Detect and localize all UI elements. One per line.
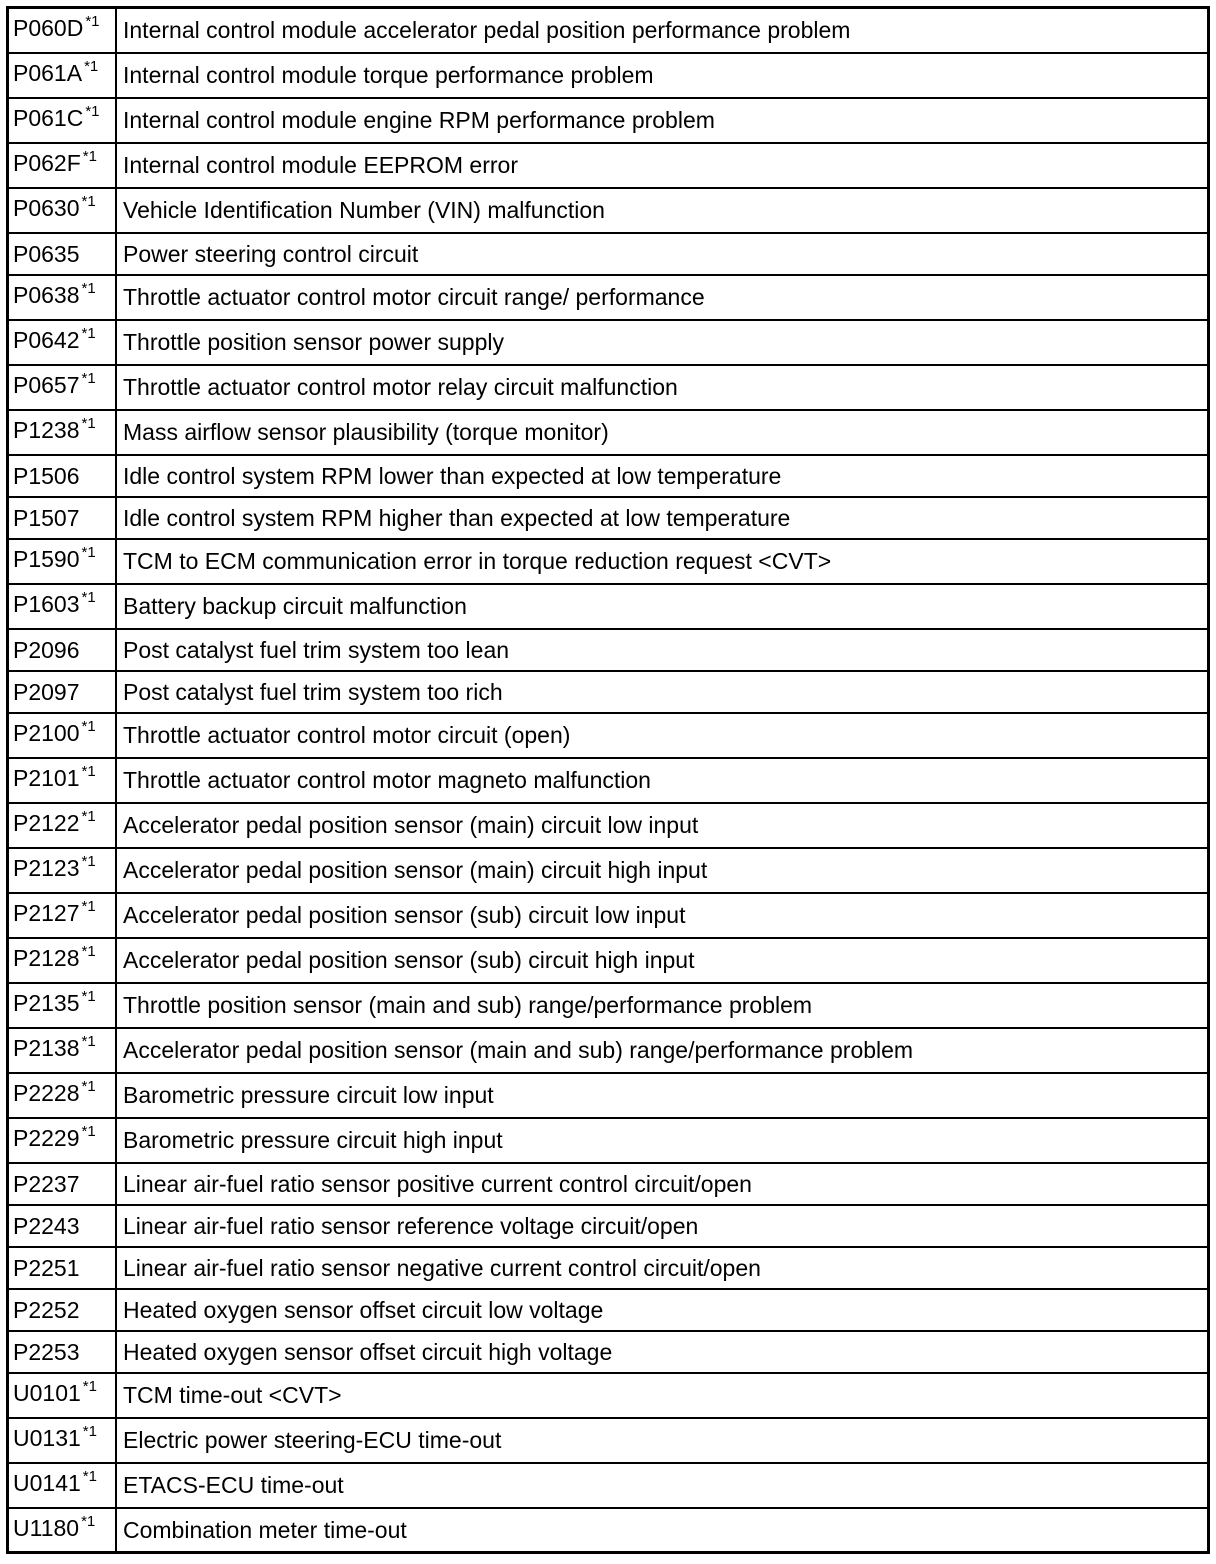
dtc-description: Throttle actuator control motor relay circuit malfunction — [116, 365, 1209, 410]
footnote-marker: *1 — [85, 13, 100, 31]
dtc-description: Idle control system RPM higher than expected at low temperature — [116, 497, 1209, 539]
dtc-description: Throttle actuator control motor magneto malfunction — [116, 758, 1209, 803]
table-row — [8, 983, 1209, 1028]
dtc-description: TCM time-out <CVT> — [116, 1373, 1209, 1418]
dtc-description: Combination meter time-out — [116, 1508, 1209, 1553]
dtc-description: Accelerator pedal position sensor (sub) circuit low input — [116, 893, 1209, 938]
dtc-code-cell — [8, 803, 117, 848]
dtc-description: Post catalyst fuel trim system too rich — [116, 671, 1209, 713]
table-row — [8, 53, 1209, 98]
footnote-marker: *1 — [81, 763, 96, 780]
dtc-code-cell — [8, 98, 117, 143]
footnote-marker: *1 — [81, 988, 96, 1005]
footnote-marker: *1 — [82, 1468, 97, 1485]
dtc-description: Internal control module engine RPM performance problem — [116, 98, 1209, 143]
dtc-code: P0638 — [13, 282, 80, 308]
table-row — [8, 143, 1209, 188]
dtc-code: P2127 — [13, 900, 80, 926]
table-row — [8, 275, 1209, 320]
dtc-code-cell — [8, 671, 117, 713]
dtc-code-cell — [8, 233, 117, 275]
footnote-marker: *1 — [81, 1123, 96, 1140]
dtc-code: U1180 — [13, 1514, 80, 1541]
footnote-marker: *1 — [81, 325, 96, 342]
table-row — [8, 1028, 1209, 1073]
dtc-code: P2100 — [13, 720, 80, 746]
footnote-marker: *1 — [81, 1078, 96, 1095]
footnote-marker: *1 — [81, 853, 96, 870]
table-row — [8, 1289, 1209, 1331]
table-row — [8, 1247, 1209, 1289]
footnote-marker: *1 — [84, 58, 99, 75]
dtc-code-cell — [8, 893, 117, 938]
dtc-code-cell — [8, 539, 117, 584]
dtc-description: Accelerator pedal position sensor (main) circuit high input — [116, 848, 1209, 893]
table-row — [8, 1373, 1209, 1418]
dtc-code: P2251 — [13, 1254, 80, 1281]
dtc-code-cell — [8, 629, 117, 671]
dtc-description: Post catalyst fuel trim system too lean — [116, 629, 1209, 671]
dtc-code: P2101 — [13, 765, 80, 791]
table-row — [8, 188, 1209, 233]
dtc-code: P1507 — [13, 504, 80, 531]
dtc-code-cell — [8, 1418, 117, 1463]
table-row — [8, 233, 1209, 275]
dtc-code: U0131 — [13, 1425, 81, 1451]
table-row — [8, 584, 1209, 629]
dtc-description: Idle control system RPM lower than expected at low temperature — [116, 455, 1209, 497]
dtc-code-cell — [8, 275, 117, 320]
dtc-code: P0657 — [13, 372, 80, 398]
dtc-code: P062F — [13, 150, 81, 176]
table-row — [8, 629, 1209, 671]
dtc-code: P2253 — [13, 1338, 80, 1365]
table-row — [8, 1331, 1209, 1373]
dtc-description: Accelerator pedal position sensor (main and sub) range/performance problem — [116, 1028, 1209, 1073]
dtc-code: P0642 — [13, 327, 80, 353]
footnote-marker: *1 — [81, 370, 96, 387]
dtc-code: P0635 — [13, 240, 80, 267]
dtc-description: Linear air-fuel ratio sensor positive current control circuit/open — [116, 1163, 1209, 1205]
dtc-code-cell — [8, 8, 117, 53]
dtc-description: Battery backup circuit malfunction — [116, 584, 1209, 629]
dtc-description: Electric power steering-ECU time-out — [116, 1418, 1209, 1463]
dtc-description: Internal control module accelerator pedal position performance problem — [116, 8, 1209, 53]
dtc-code: P2252 — [13, 1296, 80, 1323]
dtc-description: Internal control module torque performance problem — [116, 53, 1209, 98]
table-row — [8, 455, 1209, 497]
table-row — [8, 1508, 1209, 1553]
table-row — [8, 497, 1209, 539]
dtc-code-cell — [8, 497, 117, 539]
dtc-code: P2128 — [13, 945, 80, 971]
dtc-code: P2135 — [13, 990, 80, 1016]
table-row — [8, 1073, 1209, 1118]
table-row — [8, 713, 1209, 758]
table-row — [8, 1118, 1209, 1163]
dtc-code-cell — [8, 455, 117, 497]
dtc-code-cell — [8, 938, 117, 983]
dtc-description: TCM to ECM communication error in torque reduction request <CVT> — [116, 539, 1209, 584]
dtc-code: P2096 — [13, 636, 80, 663]
dtc-code: P061A — [13, 60, 83, 86]
dtc-code: P061C — [13, 105, 84, 131]
dtc-code-cell — [8, 584, 117, 629]
footnote-marker: *1 — [81, 898, 96, 915]
dtc-code-cell — [8, 713, 117, 758]
table-row — [8, 1163, 1209, 1205]
footnote-marker: *1 — [81, 589, 96, 606]
dtc-code-cell — [8, 53, 117, 98]
dtc-code: P2097 — [13, 678, 80, 705]
dtc-code-cell — [8, 758, 117, 803]
table-row — [8, 938, 1209, 983]
footnote-marker: *1 — [81, 544, 96, 561]
dtc-description: Accelerator pedal position sensor (sub) circuit high input — [116, 938, 1209, 983]
dtc-description: Heated oxygen sensor offset circuit low voltage — [116, 1289, 1209, 1331]
dtc-code: P2122 — [13, 810, 80, 836]
dtc-description: Linear air-fuel ratio sensor negative current control circuit/open — [116, 1247, 1209, 1289]
dtc-code-cell — [8, 983, 117, 1028]
dtc-code-cell — [8, 365, 117, 410]
dtc-code-cell — [8, 1247, 117, 1289]
footnote-marker: *1 — [81, 415, 96, 432]
dtc-description: Heated oxygen sensor offset circuit high voltage — [116, 1331, 1209, 1373]
dtc-table-body — [8, 8, 1209, 1553]
footnote-marker: *1 — [81, 808, 96, 825]
dtc-code-cell — [8, 1289, 117, 1331]
table-row — [8, 893, 1209, 938]
footnote-marker: *1 — [81, 1512, 96, 1530]
footnote-marker: *1 — [81, 1033, 96, 1050]
footnote-marker: *1 — [81, 280, 96, 297]
dtc-code: P2243 — [13, 1212, 80, 1239]
dtc-table — [6, 6, 1210, 1554]
table-row — [8, 803, 1209, 848]
dtc-code-cell — [8, 1073, 117, 1118]
footnote-marker: *1 — [81, 943, 96, 960]
dtc-description: Power steering control circuit — [116, 233, 1209, 275]
footnote-marker: *1 — [82, 148, 97, 165]
footnote-marker: *1 — [81, 193, 96, 210]
dtc-description: Barometric pressure circuit high input — [116, 1118, 1209, 1163]
table-row — [8, 98, 1209, 143]
dtc-code: P0630 — [13, 195, 80, 221]
dtc-code-cell — [8, 1331, 117, 1373]
dtc-code-cell — [8, 320, 117, 365]
dtc-code-cell — [8, 1163, 117, 1205]
dtc-code-cell — [8, 1508, 117, 1553]
dtc-code-cell — [8, 143, 117, 188]
table-row — [8, 758, 1209, 803]
dtc-code-cell — [8, 848, 117, 893]
footnote-marker: *1 — [82, 1378, 97, 1395]
dtc-code-cell — [8, 188, 117, 233]
table-row — [8, 1463, 1209, 1508]
footnote-marker: *1 — [81, 718, 96, 735]
dtc-code: P2237 — [13, 1170, 80, 1197]
dtc-code: P060D — [13, 15, 84, 42]
dtc-code: P2123 — [13, 855, 80, 881]
dtc-description: Barometric pressure circuit low input — [116, 1073, 1209, 1118]
dtc-code-cell — [8, 1205, 117, 1247]
dtc-description: Mass airflow sensor plausibility (torque monitor) — [116, 410, 1209, 455]
dtc-description: Internal control module EEPROM error — [116, 143, 1209, 188]
dtc-description: ETACS-ECU time-out — [116, 1463, 1209, 1508]
footnote-marker: *1 — [85, 103, 100, 120]
dtc-code-cell — [8, 1028, 117, 1073]
table-row — [8, 410, 1209, 455]
dtc-code: U0141 — [13, 1470, 81, 1496]
dtc-description: Throttle actuator control motor circuit (open) — [116, 713, 1209, 758]
dtc-description: Linear air-fuel ratio sensor reference voltage circuit/open — [116, 1205, 1209, 1247]
dtc-code: P2228 — [13, 1080, 80, 1106]
dtc-code: P1506 — [13, 462, 80, 489]
table-row — [8, 320, 1209, 365]
table-row — [8, 539, 1209, 584]
table-row — [8, 848, 1209, 893]
dtc-code: P1590 — [13, 546, 80, 572]
footnote-marker: *1 — [82, 1423, 97, 1440]
table-row — [8, 8, 1209, 53]
dtc-code: P1238 — [13, 417, 80, 443]
dtc-code-cell — [8, 1373, 117, 1418]
dtc-code-cell — [8, 410, 117, 455]
dtc-description: Vehicle Identification Number (VIN) malfunction — [116, 188, 1209, 233]
dtc-description: Throttle position sensor power supply — [116, 320, 1209, 365]
table-row — [8, 671, 1209, 713]
table-row — [8, 1205, 1209, 1247]
dtc-description: Throttle position sensor (main and sub) range/performance problem — [116, 983, 1209, 1028]
dtc-code: U0101 — [13, 1380, 81, 1406]
dtc-description: Throttle actuator control motor circuit range/ performance — [116, 275, 1209, 320]
dtc-code-cell — [8, 1463, 117, 1508]
table-row — [8, 1418, 1209, 1463]
table-row — [8, 365, 1209, 410]
dtc-description: Accelerator pedal position sensor (main) circuit low input — [116, 803, 1209, 848]
dtc-code: P2229 — [13, 1125, 80, 1151]
dtc-code-cell — [8, 1118, 117, 1163]
dtc-code: P2138 — [13, 1035, 80, 1061]
dtc-code: P1603 — [13, 591, 80, 617]
